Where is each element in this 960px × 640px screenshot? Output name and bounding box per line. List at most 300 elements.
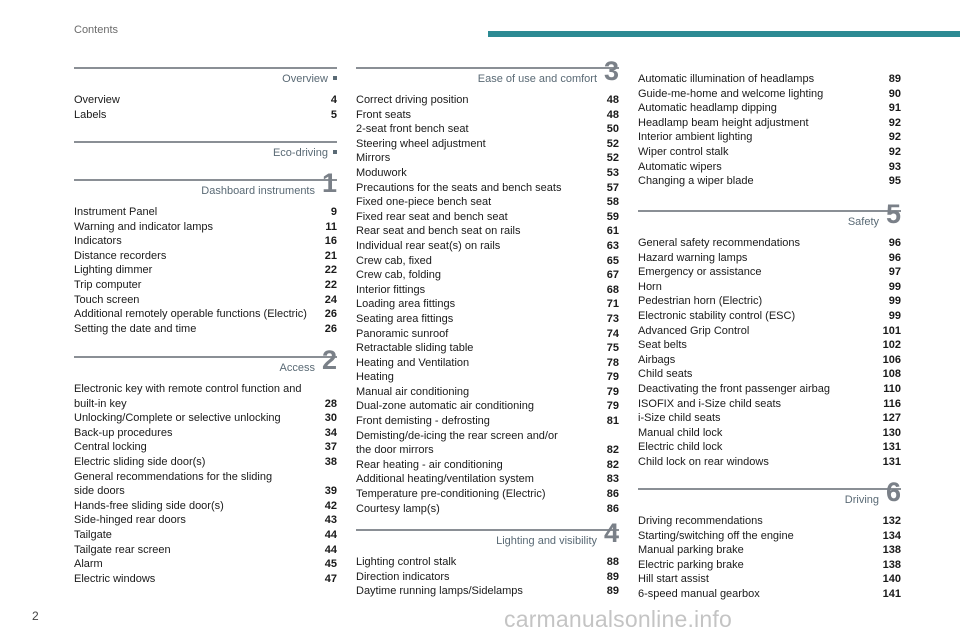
toc-entry-title: Deactivating the front passenger airbag (638, 382, 831, 395)
toc-entry-title: Electric windows (74, 572, 156, 585)
toc-entry-page: 96 (888, 237, 901, 249)
toc-entry-title: 6-speed manual gearbox (638, 587, 760, 600)
section-title-text: Overview (282, 73, 328, 85)
toc-entry-title: Heating and Ventilation (356, 356, 470, 369)
toc-entry-page: 131 (882, 455, 901, 468)
toc-entry-page: 4 (330, 94, 337, 106)
toc-entry[interactable] (638, 116, 901, 131)
toc-entry[interactable] (74, 234, 337, 249)
toc-entry[interactable] (356, 472, 619, 487)
toc-entry-title: Electronic stability control (ESC) (638, 309, 796, 322)
toc-entry-page: 102 (882, 339, 901, 352)
toc-entry[interactable] (356, 356, 619, 371)
section-number: 4 (603, 518, 619, 548)
square-bullet-icon (333, 150, 337, 154)
toc-entry-page: 48 (606, 94, 619, 106)
toc-entry-page: 141 (882, 587, 901, 600)
toc-entry[interactable] (356, 312, 619, 327)
toc-entry[interactable] (74, 426, 337, 441)
toc-entry[interactable] (74, 440, 337, 455)
section-number: 6 (885, 477, 901, 507)
toc-entry-page: 86 (606, 502, 619, 515)
toc-entry[interactable] (356, 181, 619, 196)
section-title[interactable] (273, 147, 337, 159)
toc-entry-title: 2-seat front bench seat (356, 123, 469, 136)
toc-entry-title: Dual-zone automatic air conditioning (356, 400, 534, 413)
toc-entry-title: Courtesy lamp(s) (356, 502, 440, 515)
toc-entry-page: 52 (606, 137, 619, 150)
toc-entry-title: Pedestrian horn (Electric) (638, 295, 763, 308)
toc-entry[interactable] (638, 455, 901, 470)
toc-entry-title: Emergency or assistance (638, 266, 762, 279)
toc-entry-page: 26 (324, 308, 337, 321)
section-title[interactable] (848, 216, 879, 228)
toc-entry-page: 58 (606, 196, 619, 209)
toc-entry[interactable] (356, 283, 619, 298)
toc-entry-page: 71 (606, 298, 619, 311)
toc-entry-page: 96 (888, 251, 901, 264)
toc-entry-page: 24 (324, 293, 337, 306)
toc-entry-page: 110 (883, 382, 901, 395)
toc-entry-title: Manual parking brake (638, 544, 744, 557)
toc-entry-title: Child seats (638, 368, 693, 381)
toc-entry[interactable] (74, 307, 337, 322)
toc-entry-title: Front seats (356, 108, 412, 121)
toc-entry[interactable] (638, 543, 901, 558)
toc-entry-title: Airbags (638, 353, 676, 366)
toc-entry[interactable] (74, 263, 337, 278)
toc-entry[interactable] (356, 341, 619, 356)
toc-entry-page: 78 (606, 356, 619, 369)
section-title-text: Safety (847, 216, 879, 228)
toc-entry[interactable] (356, 254, 619, 269)
toc-entry-page: 30 (324, 412, 337, 425)
toc-entry-title: Electric child lock (638, 441, 723, 454)
toc-entry[interactable] (356, 399, 619, 414)
toc-section-eco-driving (74, 141, 337, 167)
toc-entry[interactable] (356, 570, 619, 585)
watermark: carmanualsonline.info (504, 606, 732, 632)
section-header (638, 199, 901, 236)
toc-entry-title: Lighting dimmer (74, 264, 153, 277)
toc-entry-page: 16 (324, 235, 337, 248)
toc-entry-page: 93 (888, 160, 901, 173)
section-header (638, 477, 901, 514)
toc-entry[interactable] (74, 528, 337, 543)
toc-entry[interactable] (638, 236, 901, 251)
toc-entry-page: 89 (606, 585, 619, 598)
toc-entry[interactable] (356, 239, 619, 254)
toc-entry-title: Interior fittings (356, 283, 426, 296)
toc-entry[interactable] (638, 382, 901, 397)
toc-entry-title: Manual child lock (638, 426, 723, 439)
toc-entry-title: Back-up procedures (74, 426, 173, 439)
section-header (74, 168, 337, 205)
toc-section-driving (638, 477, 901, 602)
toc-entry[interactable] (74, 499, 337, 514)
toc-entry-page: 131 (882, 441, 901, 454)
toc-entry[interactable] (638, 440, 901, 455)
toc-entry-page: 52 (606, 152, 619, 165)
toc-entry-page: 140 (882, 573, 901, 586)
toc-entry-title: Front demisting - defrosting (356, 415, 490, 428)
toc-entry-title: Indicators (74, 235, 122, 248)
toc-entry[interactable] (74, 543, 337, 558)
toc-entry-title: Horn (638, 280, 662, 293)
toc-entry-title: Demisting/de-icing the rear screen and/or (356, 429, 558, 442)
toc-section-overview (74, 67, 337, 122)
toc-entry-page: 26 (324, 322, 337, 335)
toc-entry-page: 92 (888, 116, 901, 129)
toc-entry-title: Mirrors (356, 152, 391, 165)
toc-entry-page: 44 (324, 528, 337, 541)
toc-entry-page: 48 (606, 108, 619, 121)
toc-entry[interactable] (74, 205, 337, 220)
toc-entry[interactable] (74, 382, 337, 397)
toc-entry[interactable] (356, 327, 619, 342)
toc-entry[interactable] (356, 458, 619, 473)
toc-entry[interactable] (356, 443, 619, 458)
toc-entry[interactable] (638, 160, 901, 175)
toc-entry-title: Alarm (74, 558, 103, 571)
toc-entry-page: 57 (606, 181, 619, 194)
toc-entry-page: 101 (882, 324, 901, 337)
toc-entry[interactable] (356, 93, 619, 108)
toc-entry[interactable] (638, 353, 901, 368)
toc-entry-title: Labels (74, 108, 107, 121)
toc-entry[interactable] (74, 293, 337, 308)
toc-entry-page: 86 (606, 488, 619, 501)
toc-entry[interactable] (638, 367, 901, 382)
toc-entry-title: Daytime running lamps/Sidelamps (356, 585, 523, 598)
toc-entry-title: Lighting control stalk (356, 556, 457, 568)
toc-entry[interactable] (356, 122, 619, 137)
toc-entry-page: 37 (324, 441, 337, 454)
toc-entry[interactable] (638, 265, 901, 280)
toc-entry-page: 79 (606, 385, 619, 398)
toc-entry-page: 91 (888, 102, 901, 115)
section-title-text: Driving (844, 494, 879, 506)
toc-entry-page: 11 (325, 220, 337, 233)
section-title-text: Access (279, 362, 315, 374)
toc-entry-page: 65 (606, 254, 619, 267)
toc-entry-page: 74 (606, 327, 619, 340)
toc-entry-page: 59 (606, 210, 619, 223)
toc-entry-page: 92 (888, 131, 901, 144)
toc-entry[interactable] (74, 249, 337, 264)
toc-entry-title: Unlocking/Complete or selective unlocking (74, 412, 281, 425)
section-number: 2 (321, 345, 337, 375)
toc-entry[interactable] (638, 558, 901, 573)
toc-section-ease-of-use-and-comfort (356, 56, 619, 516)
toc-section-safety (638, 199, 901, 470)
toc-entry-title: Wiper control stalk (638, 145, 729, 158)
toc-entry[interactable] (356, 429, 619, 444)
toc-entry-page: 99 (888, 295, 901, 308)
toc-entry-page: 81 (606, 415, 619, 428)
section-title[interactable] (282, 73, 337, 85)
toc-entry-page: 89 (888, 73, 901, 85)
toc-entry[interactable] (356, 210, 619, 225)
toc-entry-title: Seating area fittings (356, 312, 454, 325)
toc-entry-page: 90 (888, 87, 901, 100)
toc-entry[interactable] (356, 137, 619, 152)
toc-entry[interactable] (74, 484, 337, 499)
toc-entry[interactable] (638, 397, 901, 412)
toc-entry[interactable] (638, 426, 901, 441)
toc-entry-page: 22 (324, 264, 337, 277)
toc-entry-title: Fixed rear seat and bench seat (356, 210, 508, 223)
toc-entry-title: Precautions for the seats and bench seats (356, 181, 562, 194)
toc-entry-title: Tailgate rear screen (74, 543, 171, 556)
toc-entry[interactable] (638, 130, 901, 145)
toc-entry-page: 67 (606, 269, 619, 282)
toc-entry-title: Direction indicators (356, 570, 450, 583)
toc-entry-page: 42 (324, 499, 337, 512)
toc-entry-page: 95 (888, 175, 901, 188)
section-header (356, 56, 619, 93)
toc-entry[interactable] (74, 322, 337, 337)
toc-entry-title: side doors (74, 485, 125, 498)
toc-entry[interactable] (638, 174, 901, 189)
toc-entry-page: 61 (606, 225, 619, 238)
toc-entry-page: 127 (882, 412, 901, 425)
toc-entry-page: 53 (606, 166, 619, 179)
toc-entry-title: Electric parking brake (638, 558, 744, 571)
toc-entry[interactable] (638, 251, 901, 266)
toc-entry-title: Changing a wiper blade (638, 175, 754, 188)
toc-entry[interactable] (74, 572, 337, 587)
toc-entry-page: 47 (324, 572, 337, 585)
toc-entry[interactable] (638, 280, 901, 295)
section-title-text: Ease of use and comfort (477, 73, 597, 85)
toc-entry[interactable] (74, 220, 337, 235)
section-title[interactable] (478, 73, 597, 85)
toc-entry-title: Manual air conditioning (356, 385, 470, 398)
toc-entry-page: 88 (606, 556, 619, 568)
toc-entry-title: Fixed one-piece bench seat (356, 196, 492, 209)
toc-entry-title: Headlamp beam height adjustment (638, 116, 809, 129)
toc-entry[interactable] (356, 502, 619, 517)
toc-entry-title: Central locking (74, 441, 147, 454)
toc-entry-page: 9 (330, 206, 337, 218)
toc-entry-page: 132 (882, 515, 901, 527)
toc-entry[interactable] (638, 309, 901, 324)
toc-entry-page: 21 (324, 249, 337, 262)
toc-entry-title: Steering wheel adjustment (356, 137, 486, 150)
toc-entry-title: Instrument Panel (74, 206, 158, 218)
toc-entry[interactable] (356, 385, 619, 400)
toc-entry[interactable] (638, 572, 901, 587)
toc-entry-page: 28 (324, 397, 337, 410)
toc-entry-title: Correct driving position (356, 94, 469, 106)
toc-section-dashboard-instruments (74, 168, 337, 336)
toc-entry-page: 99 (888, 280, 901, 293)
toc-entry-page: 44 (324, 543, 337, 556)
toc-entry[interactable] (356, 370, 619, 385)
toc-entry-title: built-in key (74, 397, 127, 410)
toc-entry[interactable] (74, 93, 337, 108)
toc-entry-page: 83 (606, 473, 619, 486)
toc-entry[interactable] (356, 268, 619, 283)
toc-entry[interactable] (74, 397, 337, 412)
toc-entry-page: 82 (606, 444, 619, 457)
toc-entry-page: 43 (324, 514, 337, 527)
toc-entry[interactable] (74, 278, 337, 293)
toc-entry-title: Heating (356, 371, 394, 384)
toc-entry-title: ISOFIX and i-Size child seats (638, 397, 782, 410)
header-accent-bar (488, 31, 960, 37)
toc-entry-title: Panoramic sunroof (356, 327, 449, 340)
toc-section-continued (638, 72, 901, 189)
toc-entry[interactable] (356, 224, 619, 239)
toc-entry-title: Interior ambient lighting (638, 131, 753, 144)
toc-entry-title: Setting the date and time (74, 322, 197, 335)
toc-entry[interactable] (356, 108, 619, 123)
header-label: Contents (74, 24, 119, 36)
toc-entry[interactable] (638, 145, 901, 160)
toc-entry[interactable] (74, 513, 337, 528)
toc-entry[interactable] (74, 557, 337, 572)
toc-entry[interactable] (356, 195, 619, 210)
toc-entry-title: Rear heating - air conditioning (356, 458, 503, 471)
section-title-text: Eco-driving (272, 147, 328, 159)
toc-entry-title: Automatic wipers (638, 160, 722, 173)
toc-entry[interactable] (356, 151, 619, 166)
toc-entry-title: Guide-me-home and welcome lighting (638, 87, 824, 100)
section-header (74, 141, 337, 167)
toc-entry-title: Electronic key with remote control function and (74, 383, 302, 395)
section-header (74, 345, 337, 382)
toc-entry-page: 134 (882, 529, 901, 542)
toc-entry-title: Overview (74, 94, 120, 106)
toc-entry-title: General safety recommendations (638, 237, 801, 249)
toc-entry-page: 108 (882, 368, 901, 381)
toc-entry[interactable] (356, 414, 619, 429)
toc-entry-page: 130 (882, 426, 901, 439)
toc-entry-title: Warning and indicator lamps (74, 220, 213, 233)
toc-entry[interactable] (638, 101, 901, 116)
toc-entry-title: Automatic illumination of headlamps (638, 73, 815, 85)
toc-entry-page: 138 (882, 558, 901, 571)
toc-entry-title: Child lock on rear windows (638, 455, 769, 468)
toc-entry[interactable] (638, 294, 901, 309)
toc-entry-page: 22 (324, 278, 337, 291)
toc-entry[interactable] (74, 455, 337, 470)
toc-entry[interactable] (356, 297, 619, 312)
toc-entry[interactable] (638, 587, 901, 602)
page-number: 2 (32, 609, 39, 623)
toc-entry[interactable] (74, 411, 337, 426)
section-number: 1 (321, 168, 337, 198)
section-title[interactable] (201, 185, 315, 197)
toc-entry-title: Side-hinged rear doors (74, 514, 186, 527)
section-title[interactable] (496, 535, 597, 547)
toc-entry-page: 39 (324, 485, 337, 498)
toc-entry[interactable] (638, 87, 901, 102)
section-header (74, 67, 337, 93)
section-title[interactable] (845, 494, 879, 506)
toc-entry-title: General recommendations for the sliding (74, 470, 273, 483)
toc-entry-title: Crew cab, fixed (356, 254, 432, 267)
toc-entry-title: Distance recorders (74, 249, 167, 262)
toc-entry-title: Automatic headlamp dipping (638, 102, 777, 115)
section-title-text: Dashboard instruments (201, 185, 315, 197)
toc-entry[interactable] (638, 338, 901, 353)
toc-section-access (74, 345, 337, 586)
toc-entry[interactable] (356, 166, 619, 181)
toc-entry-title: Retractable sliding table (356, 342, 474, 355)
toc-entry[interactable] (74, 470, 337, 485)
toc-entry-title: Advanced Grip Control (638, 324, 750, 337)
toc-entry-title: Additional heating/ventilation system (356, 473, 534, 486)
toc-entry-page: 45 (324, 558, 337, 571)
toc-entry-page: 97 (888, 266, 901, 279)
toc-entry-page: 79 (606, 400, 619, 413)
section-title[interactable] (280, 362, 315, 374)
toc-entry-page: 5 (330, 108, 337, 121)
toc-entry-title: the door mirrors (356, 444, 434, 457)
toc-entry-title: Tailgate (74, 528, 112, 541)
toc-entry[interactable] (638, 324, 901, 339)
toc-entry-title: Electric sliding side door(s) (74, 455, 206, 468)
toc-entry-page: 79 (606, 371, 619, 384)
toc-entry-title: Individual rear seat(s) on rails (356, 239, 501, 252)
toc-entry-page: 50 (606, 123, 619, 136)
toc-entry-title: Starting/switching off the engine (638, 529, 794, 542)
toc-entry-page: 34 (324, 426, 337, 439)
toc-entry[interactable] (638, 411, 901, 426)
toc-entry-title: i-Size child seats (638, 412, 721, 425)
toc-entry-title: Temperature pre-conditioning (Electric) (356, 488, 546, 501)
square-bullet-icon (333, 76, 337, 80)
toc-entry-title: Rear seat and bench seat on rails (356, 225, 521, 238)
section-title-text: Lighting and visibility (496, 535, 597, 547)
section-number: 5 (885, 199, 901, 229)
toc-entry-page: 116 (883, 397, 901, 410)
toc-entry-page: 138 (882, 544, 901, 557)
toc-entry-page: 68 (606, 283, 619, 296)
toc-entry-page: 82 (606, 458, 619, 471)
toc-entry[interactable] (638, 529, 901, 544)
toc-entry[interactable] (638, 514, 901, 529)
toc-entry-title: Seat belts (638, 339, 687, 352)
toc-entry-title: Additional remotely operable functions (Electric) (74, 308, 307, 321)
toc-entry-title: Crew cab, folding (356, 269, 441, 282)
toc-entry[interactable] (356, 487, 619, 502)
toc-entry-title: Touch screen (74, 293, 140, 306)
section-number: 3 (603, 56, 619, 86)
toc-entry-page: 38 (324, 455, 337, 468)
toc-entry-title: Hill start assist (638, 573, 709, 586)
toc-entry-page: 63 (606, 239, 619, 252)
toc-entry-page: 92 (888, 145, 901, 158)
toc-entry-title: Hazard warning lamps (638, 251, 748, 264)
toc-entry[interactable] (356, 555, 619, 570)
toc-entry-title: Trip computer (74, 278, 142, 291)
toc-entry-title: Driving recommendations (638, 515, 763, 527)
toc-entry-page: 99 (888, 309, 901, 322)
toc-entry[interactable] (356, 584, 619, 599)
toc-entry-title: Hands-free sliding side door(s) (74, 499, 224, 512)
toc-entry[interactable] (74, 108, 337, 123)
toc-entry-title: Loading area fittings (356, 298, 456, 311)
toc-entry-page: 75 (606, 342, 619, 355)
toc-section-lighting-and-visibility (356, 518, 619, 599)
toc-entry-page: 106 (882, 353, 901, 366)
toc-entry-page: 73 (606, 312, 619, 325)
toc-entry[interactable] (638, 72, 901, 87)
